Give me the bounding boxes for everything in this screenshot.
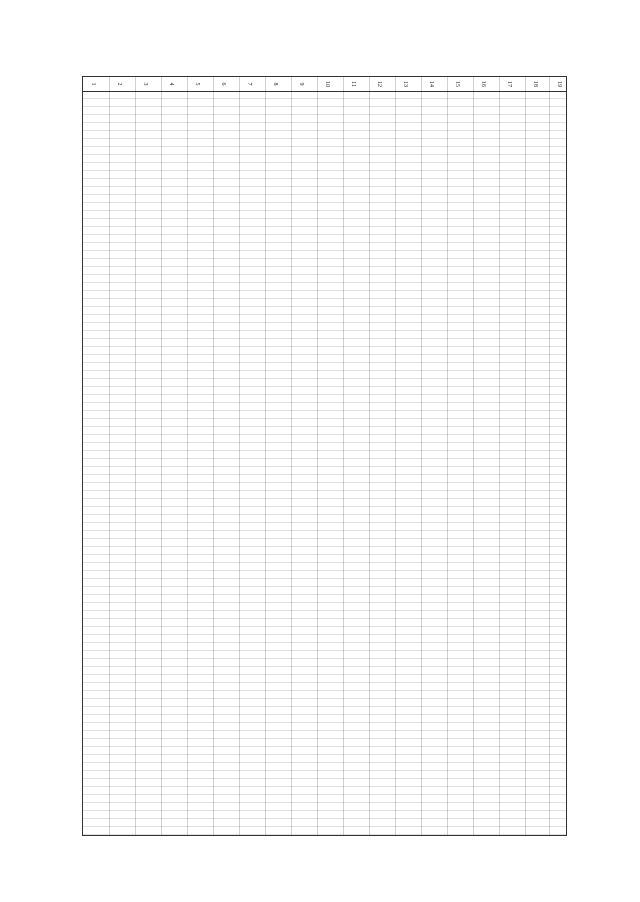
column-number: 4 [168,82,174,86]
column-number: 5 [194,82,200,86]
column-number: 1 [90,82,96,86]
column-number: 10 [324,81,330,87]
column-number: 13 [402,81,408,87]
column-number: 18 [532,81,538,87]
column-number: 12 [376,81,382,87]
column-number-row [83,77,566,92]
column-number: 17 [506,81,512,87]
column-number: 15 [454,81,460,87]
column-number: 19 [556,81,562,87]
statistical-table [82,76,567,836]
column-number: 3 [142,82,148,86]
column-number: 2 [116,82,122,86]
column-number: 9 [298,82,304,86]
table-body [83,91,566,835]
column-number: 8 [272,82,278,86]
column-number: 6 [220,82,226,86]
column-number: 11 [350,81,356,87]
column-number: 7 [246,82,252,86]
column-number: 16 [480,81,486,87]
column-number: 14 [428,81,434,87]
